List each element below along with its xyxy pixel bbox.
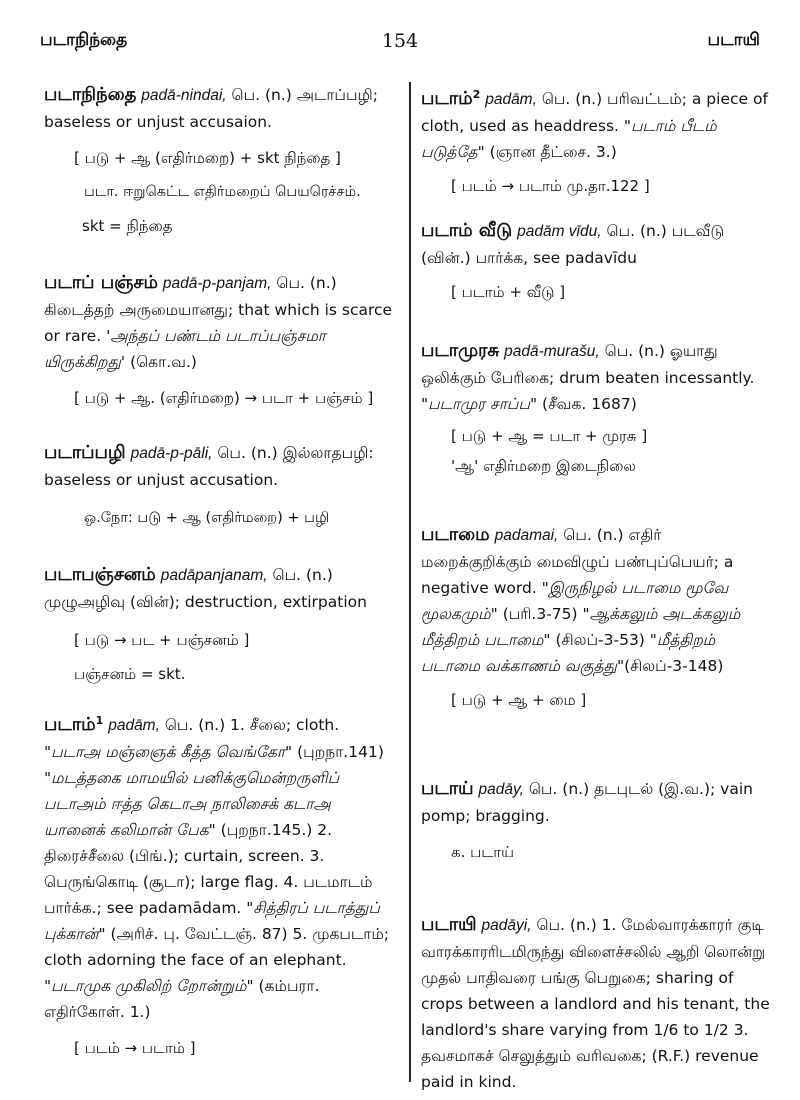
headword: படாயி (421, 914, 477, 935)
transliteration: padāpanjanam, (160, 567, 268, 584)
homograph-number: 1 (95, 714, 104, 727)
sense-5: 5. முகபடாம்; cloth adorning the face of an elephant. (44, 925, 390, 970)
entry-padam-2 (421, 82, 771, 199)
page-header (40, 30, 760, 60)
definition: பெ. (n.) அடாப்பழி; baseless or unjust accusaion. (44, 86, 378, 131)
note: ஒ.நோ: படு + ஆ (எதிர்மறை) + பழி (84, 510, 330, 526)
citation-source: (கொ.வ.) (125, 353, 197, 371)
definition: பெ. (n.) 1. மேல்வாரக்காரர் குடி வாரக்காரரிடமிருந்து விளைச்சலில் ஆறி லொன்று முதல் பாதிவரை பங்கு பெறுகை; sharing of crops between a landlord and his tenant, the landlord's share varying from 1/6 to 1/2 3. தவசமாகச் செலுத்தும் வரிவகை; (R.F.) revenue paid in kind. (421, 916, 770, 1091)
transliteration: padām, (108, 717, 160, 735)
note: 'ஆ' எதிர்மறை இடைநிலை (451, 457, 636, 475)
citation: "இருநிழல் படாமை மூவே மூலகமும்" (421, 579, 729, 623)
entry-body (421, 776, 771, 829)
entry-padam-1 (44, 708, 394, 1061)
citation: "சித்திரப் படாத்துப் புக்கான்" (44, 899, 380, 944)
entry-body (44, 708, 394, 1025)
citation-source: (சீவக. 1687) (537, 395, 637, 413)
citation-source: (சிலப்-3-148) (624, 657, 724, 675)
etymology: [ படாம் + வீடு ] (451, 283, 566, 301)
note: பஞ்சனம் = skt. (74, 665, 186, 683)
headword: படாம் (44, 714, 96, 736)
running-head-left: படாநிந்தை (40, 30, 128, 50)
entry-body (421, 82, 771, 165)
transliteration: padā-p-panjam, (162, 275, 272, 292)
citation: "மீத்திறம் படாமை வக்காணம் வகுத்து" (421, 631, 716, 675)
headword: படாம் வீடு (421, 220, 513, 241)
definition: பெ. (n.) ஓயாது ஒலிக்கும் பேரிகை; drum beaten incessantly. (421, 342, 755, 387)
entry-body (421, 522, 771, 679)
citation-source: (கம்பரா. எதிர்கோள். 1.) (44, 977, 320, 1022)
etymology: [ படம் → படாம் ] (74, 1039, 196, 1058)
entry-paday (421, 776, 771, 865)
headword: படாப்பழி (44, 442, 126, 463)
etymology: [ படு + ஆ. (எதிர்மறை) → படா + பஞ்சம் ] (74, 389, 374, 407)
entry-padamai (421, 522, 771, 713)
transliteration: padamai, (494, 527, 559, 544)
entry-body (44, 440, 394, 493)
definition: பெ. (n.) 1. சீலை; cloth. (159, 716, 340, 735)
transliteration: padāy, (478, 781, 524, 798)
headword: படாமை (421, 524, 490, 545)
citation-source: (அரிச். பு. வேட்டஞ். 87) (105, 925, 288, 944)
transliteration: padā-p-pāli, (130, 445, 213, 462)
note: படா. ஈறுகெட்ட எதிர்மறைப் பெயரெச்சம். (84, 184, 361, 200)
headword: படாபஞ்சனம் (44, 564, 156, 585)
definition: பெ. (n.) முழுஅழிவு (வின்); destruction, extirpation (44, 566, 367, 611)
definition: பெ. (n.) தடபுடல் (இ.வ.); vain pomp; bragging. (421, 780, 753, 825)
citation-source: (பரி.3-75) (497, 605, 578, 623)
entry-body (421, 912, 771, 1095)
entry-body (44, 562, 394, 615)
citation: "படாமுர சாப்ப" (421, 395, 538, 413)
transliteration: padā-nindai, (141, 87, 227, 104)
etymology: [ படு + ஆ = படா + முரசு ] (451, 427, 648, 445)
entry-padapanjanam (44, 562, 394, 687)
entry-padanindai (44, 82, 394, 239)
headword: படாமுரசு (421, 340, 500, 361)
etymology: [ படு + ஆ + மை ] (451, 691, 587, 709)
citation-source: (ஞான தீட்சை. 3.) (484, 143, 617, 162)
column-divider (409, 82, 411, 1082)
note: க. படாய் (451, 843, 514, 861)
running-head-right: படாயி (707, 30, 760, 50)
citation-source: (புறநா.141) (292, 743, 384, 762)
citation: "படாம் பீடம் படுத்தே" (421, 117, 717, 162)
citation-source: (புறநா.145.) (215, 821, 313, 840)
entry-padam-vidu (421, 218, 771, 305)
citation: 'அந்தப் பண்டம் படாப்பஞ்சமா யிருக்கிறது' (44, 327, 326, 371)
headword: படாம் (421, 88, 473, 110)
etymology: [ படு + ஆ (எதிர்மறை) + skt நிந்தை ] (74, 149, 341, 167)
citation: "படாமுக முகிலிற் றோன்றும்" (44, 977, 254, 996)
citation: "மடத்தகை மாமயில் பனிக்குமென்றருளிப் படாஅம் ஈத்த கெடாஅ நாலிசைக் கடாஅ யானைக் கலிமான் பேக" (44, 769, 340, 840)
definition: பெ. (n.) கிடைத்தற் அருமையானது; that which is scarce or rare. (44, 274, 393, 345)
entry-padap-panjam (44, 270, 394, 411)
etymology: [ படு → பட + பஞ்சனம் ] (74, 631, 250, 649)
entry-body (44, 82, 394, 135)
transliteration: padā-murašu, (504, 343, 600, 360)
headword: படாப் பஞ்சம் (44, 272, 158, 293)
transliteration: padām vīdu, (517, 223, 602, 240)
citation: "ஆக்கலும் அடக்கலும் மீத்திறம் படாமை" (421, 605, 741, 649)
headword: படாநிந்தை (44, 84, 137, 105)
transliteration: padām, (485, 91, 537, 109)
definition: பெ. (n.) பரிவட்டம்; a piece of cloth, used as headdress. (421, 90, 768, 136)
citation: "படாஅ மஞ்ஞைக் கீத்த வெங்கோ" (44, 743, 293, 762)
etymology: [ படம் → படாம் மு.தா.122 ] (451, 177, 650, 196)
definition: பெ. (n.) எதிர் மறைக்குறிக்கும் மைவிழுப் பண்புப்பெயர்; a negative word. (421, 526, 734, 597)
entry-body (421, 338, 771, 417)
entry-body (44, 270, 394, 375)
definition: பெ. (n.) இல்லாதபழி: baseless or unjust accusation. (44, 444, 374, 489)
headword: படாய் (421, 778, 474, 799)
entry-padayi (421, 912, 771, 1095)
citation-source: (சிலப்-3-53) (550, 631, 645, 649)
definition: பெ. (n.) படவீடு (வின்.) பார்க்க, see padavīdu (421, 222, 725, 267)
entry-padap-pali (44, 440, 394, 531)
note-extra: skt = நிந்தை (82, 217, 173, 235)
entry-body (421, 218, 771, 271)
homograph-number: 2 (472, 88, 481, 101)
sense-list: 2. திரைச்சீலை (பிங்.); curtain, screen. 3. பெருங்கொடி (சூடா); large flag. 4. படமாடம் பார்க்க.; see padamādam. (44, 821, 373, 918)
page-number: 154 (381, 30, 419, 52)
transliteration: padāyi, (481, 917, 532, 934)
entry-padamurasu (421, 338, 771, 479)
